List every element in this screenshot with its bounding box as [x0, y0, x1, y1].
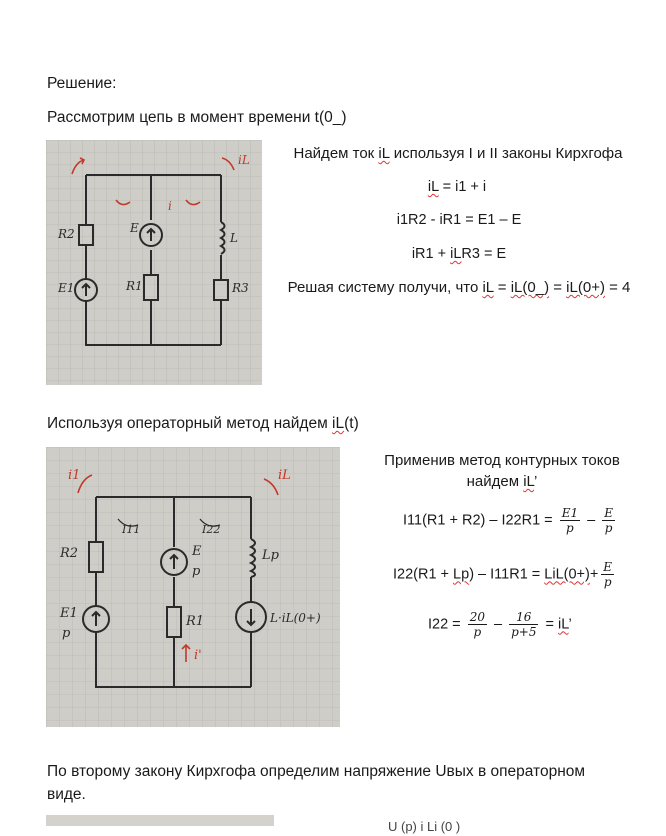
find-current-line: Найдем ток iL используя I и II законы Кирхгофа: [293, 145, 623, 162]
label-e: E: [130, 221, 139, 235]
label2-iprime: i': [194, 648, 202, 663]
circuit-photo-2: [46, 447, 340, 727]
label2-il: iL: [278, 468, 291, 483]
label2-e1: E1: [60, 606, 78, 621]
circuit-diagram-2: [46, 447, 340, 727]
equation-3: iR1 + iLR3 = E: [411, 246, 507, 262]
fraction-16-p5: $\frac{16}{p+5}$: [511, 610, 537, 639]
equation-1: iL = i1 + i: [427, 179, 487, 195]
section2-title: Используя операторный метод найдем iL(t): [47, 415, 359, 432]
label2-r1: R1: [186, 614, 205, 629]
equation-2: i1R2 - iR1 = E1 – E: [396, 212, 522, 228]
fraction-20-p: $\frac{20}{p}$: [469, 610, 485, 639]
label2-lp: Lp: [262, 548, 279, 563]
bottom-partial-equation: U (p) i Li (0 ): [388, 819, 461, 834]
circuit-photo-3-partial: [46, 815, 274, 826]
label2-i1: i1: [68, 468, 81, 483]
solution-line: Решая систему получи, что iL = iL(0_) = iL(0+) = 4: [287, 279, 631, 296]
contour-equation-2: I22(R1 + Lp) – I11R1 = LiL(0+)+ $\frac{E}{p}$: [393, 560, 613, 589]
section3-line-1: По второму закону Кирхгофа определим напряжение Uвых в операторном: [47, 763, 586, 780]
label-e1: E1: [58, 281, 75, 295]
label2-i22: I22: [202, 523, 221, 536]
label-i: i: [168, 199, 172, 213]
circuit-diagram-1: [46, 140, 262, 385]
label-r1: R1: [126, 279, 143, 293]
fraction-e-p: $\frac{E}{p}$: [604, 506, 613, 535]
label2-e1-p: p: [62, 626, 71, 641]
label2-e: E: [192, 544, 202, 559]
label2-e-p: p: [192, 564, 201, 579]
label2-i11: I11: [122, 523, 141, 536]
label2-source: L·iL(0+): [270, 611, 321, 625]
contour-equation-1: I11(R1 + R2) – I22R1 = $\frac{E1}{p}$ – $\frac{E}{p}$: [403, 506, 613, 535]
method-line-1: Применив метод контурных токов: [384, 452, 620, 469]
label-l: L: [230, 231, 238, 245]
fraction-e-p-2: $\frac{E}{p}$: [603, 560, 613, 589]
label2-r2: R2: [60, 546, 79, 561]
current-i22-equation: I22 = $\frac{20}{p}$ – $\frac{16}{p+5}$ = iL’: [428, 610, 572, 639]
label-r3: R3: [232, 281, 249, 295]
label-r2: R2: [58, 227, 75, 241]
label-il: iL: [238, 153, 250, 167]
find-var: iL: [378, 145, 390, 162]
fraction-e1-p: $\frac{E1}{p}$: [561, 506, 579, 535]
heading: Решение:: [47, 75, 117, 92]
method-line-2: найдем iL’: [466, 473, 538, 490]
section3-line-2: виде.: [47, 786, 86, 803]
circuit-photo-1: [46, 140, 262, 385]
section1-title: Рассмотрим цепь в момент времени t(0_): [47, 109, 347, 126]
